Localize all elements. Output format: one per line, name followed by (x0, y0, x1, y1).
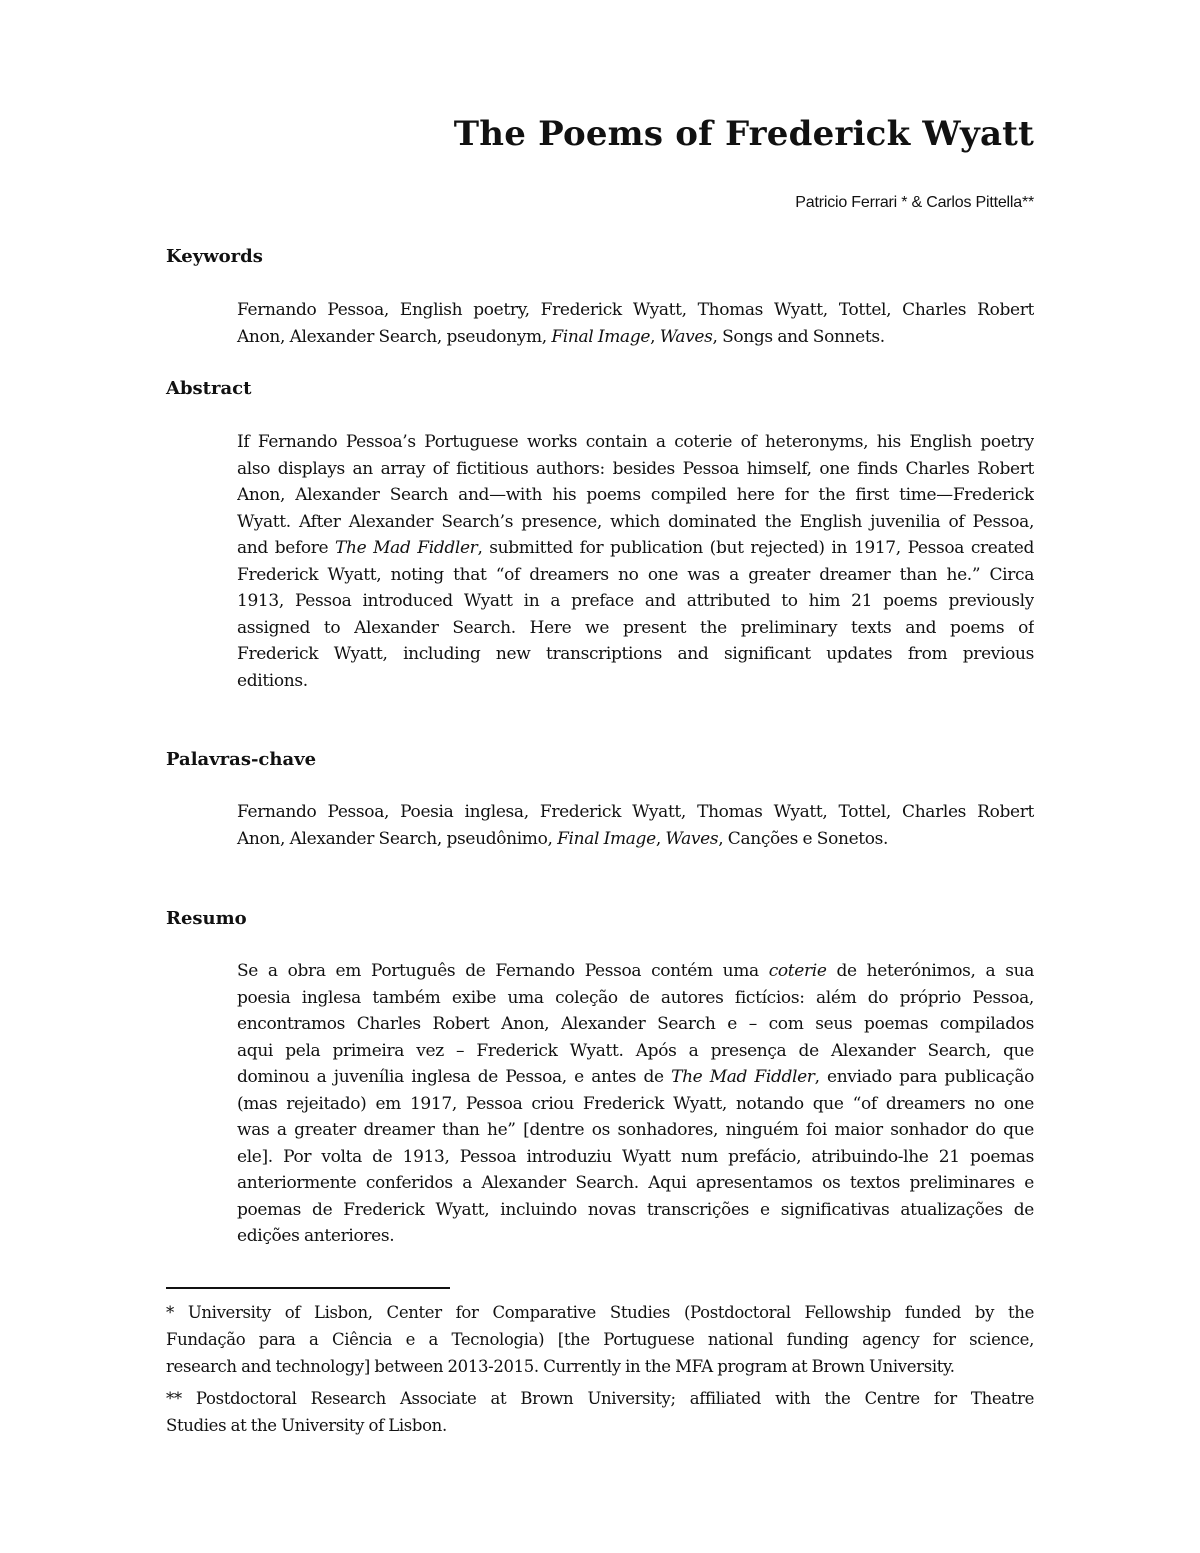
resumo-line: ele]. Por volta de 1913, Pessoa introduziu Wyatt num prefácio, atribuindo-lhe 21 poemas (237, 1146, 1034, 1167)
keywords-heading: Keywords (166, 246, 263, 267)
abstract-heading: Abstract (166, 378, 252, 399)
resumo-line: poemas de Frederick Wyatt, incluindo novas transcrições e significativas atualizações de (237, 1199, 1034, 1220)
resumo-line: Se a obra em Português de Fernando Pessoa contém uma coterie de heterónimos, a sua (237, 961, 1034, 981)
abstract-line: Wyatt. After Alexander Search’s presence, which dominated the English juvenilia of Pessoa, (237, 511, 1034, 532)
footnote-line: Fundação para a Ciência e a Tecnologia) [the Portuguese national funding agency for science, (166, 1330, 1034, 1349)
footnote-line: ** Postdoctoral Research Associate at Brown University; affiliated with the Centre for Theatre (166, 1389, 1034, 1408)
footnote-line: research and technology] between 2013-2015. Currently in the MFA program at Brown University. (166, 1357, 955, 1376)
resumo-line: encontramos Charles Robert Anon, Alexander Search e – com seus poemas compilados (237, 1014, 1034, 1034)
footnote-1 (166, 1299, 1034, 1380)
resumo-heading: Resumo (166, 908, 247, 929)
abstract-line: If Fernando Pessoa’s Portuguese works contain a coterie of heteronyms, his English poetry (237, 432, 1034, 452)
resumo-line: aqui pela primeira vez – Frederick Wyatt. Após a presença de Alexander Search, que (237, 1040, 1034, 1061)
resumo-line: dominou a juvenília inglesa de Pessoa, e antes de The Mad Fiddler, enviado para publicação (237, 1067, 1034, 1087)
palavras-chave-line: Anon, Alexander Search, pseudônimo, Final Image, Waves, Canções e Sonetos. (237, 828, 889, 849)
resumo-line: anteriormente conferidos a Alexander Search. Aqui apresentamos os textos preliminares e (237, 1173, 1034, 1193)
palavras-chave-text (237, 799, 1034, 852)
keywords-line: Fernando Pessoa, English poetry, Frederick Wyatt, Thomas Wyatt, Tottel, Charles Robert (237, 300, 1034, 320)
resumo-line: was a greater dreamer than he” [dentre os sonhadores, ninguém foi maior sonhador do que (237, 1120, 1034, 1140)
footnote-line: Studies at the University of Lisbon. (166, 1416, 447, 1435)
resumo-text (237, 958, 1034, 1250)
footnote-2 (166, 1385, 1034, 1439)
abstract-line: assigned to Alexander Search. Here we present the preliminary texts and poems of (237, 617, 1034, 638)
footnote-divider (166, 1287, 450, 1289)
resumo-line: (mas rejeitado) em 1917, Pessoa criou Frederick Wyatt, notando que “of dreamers no one (237, 1093, 1034, 1114)
abstract-line: also displays an array of fictitious authors: besides Pessoa himself, one finds Charles Robert (237, 458, 1034, 479)
abstract-line: editions. (237, 670, 308, 691)
abstract-line: Anon, Alexander Search and—with his poems compiled here for the first time—Frederick (237, 485, 1034, 505)
palavras-chave-heading: Palavras-chave (166, 749, 317, 770)
abstract-line: 1913, Pessoa introduced Wyatt in a preface and attributed to him 21 poems previously (237, 591, 1034, 611)
keywords-text (237, 297, 1034, 350)
abstract-text (237, 429, 1034, 694)
resumo-line: edições anteriores. (237, 1226, 395, 1246)
abstract-line: and before The Mad Fiddler, submitted for publication (but rejected) in 1917, Pessoa created (237, 538, 1034, 558)
paper-title: The Poems of Frederick Wyatt (453, 114, 1034, 154)
abstract-line: Frederick Wyatt, including new transcriptions and significant updates from previous (237, 644, 1034, 664)
keywords-line: Anon, Alexander Search, pseudonym, Final Image, Waves, Songs and Sonnets. (237, 326, 885, 347)
palavras-chave-line: Fernando Pessoa, Poesia inglesa, Frederick Wyatt, Thomas Wyatt, Tottel, Charles Robert (237, 802, 1034, 822)
author-line: Patricio Ferrari * & Carlos Pittella** (795, 194, 1034, 211)
abstract-line: Frederick Wyatt, noting that “of dreamers no one was a greater dreamer than he.” Circa (237, 564, 1034, 585)
footnote-line: * University of Lisbon, Center for Comparative Studies (Postdoctoral Fellowship funded by the (166, 1303, 1034, 1322)
resumo-line: poesia inglesa também exibe uma coleção de autores fictícios: além do próprio Pessoa, (237, 987, 1034, 1008)
